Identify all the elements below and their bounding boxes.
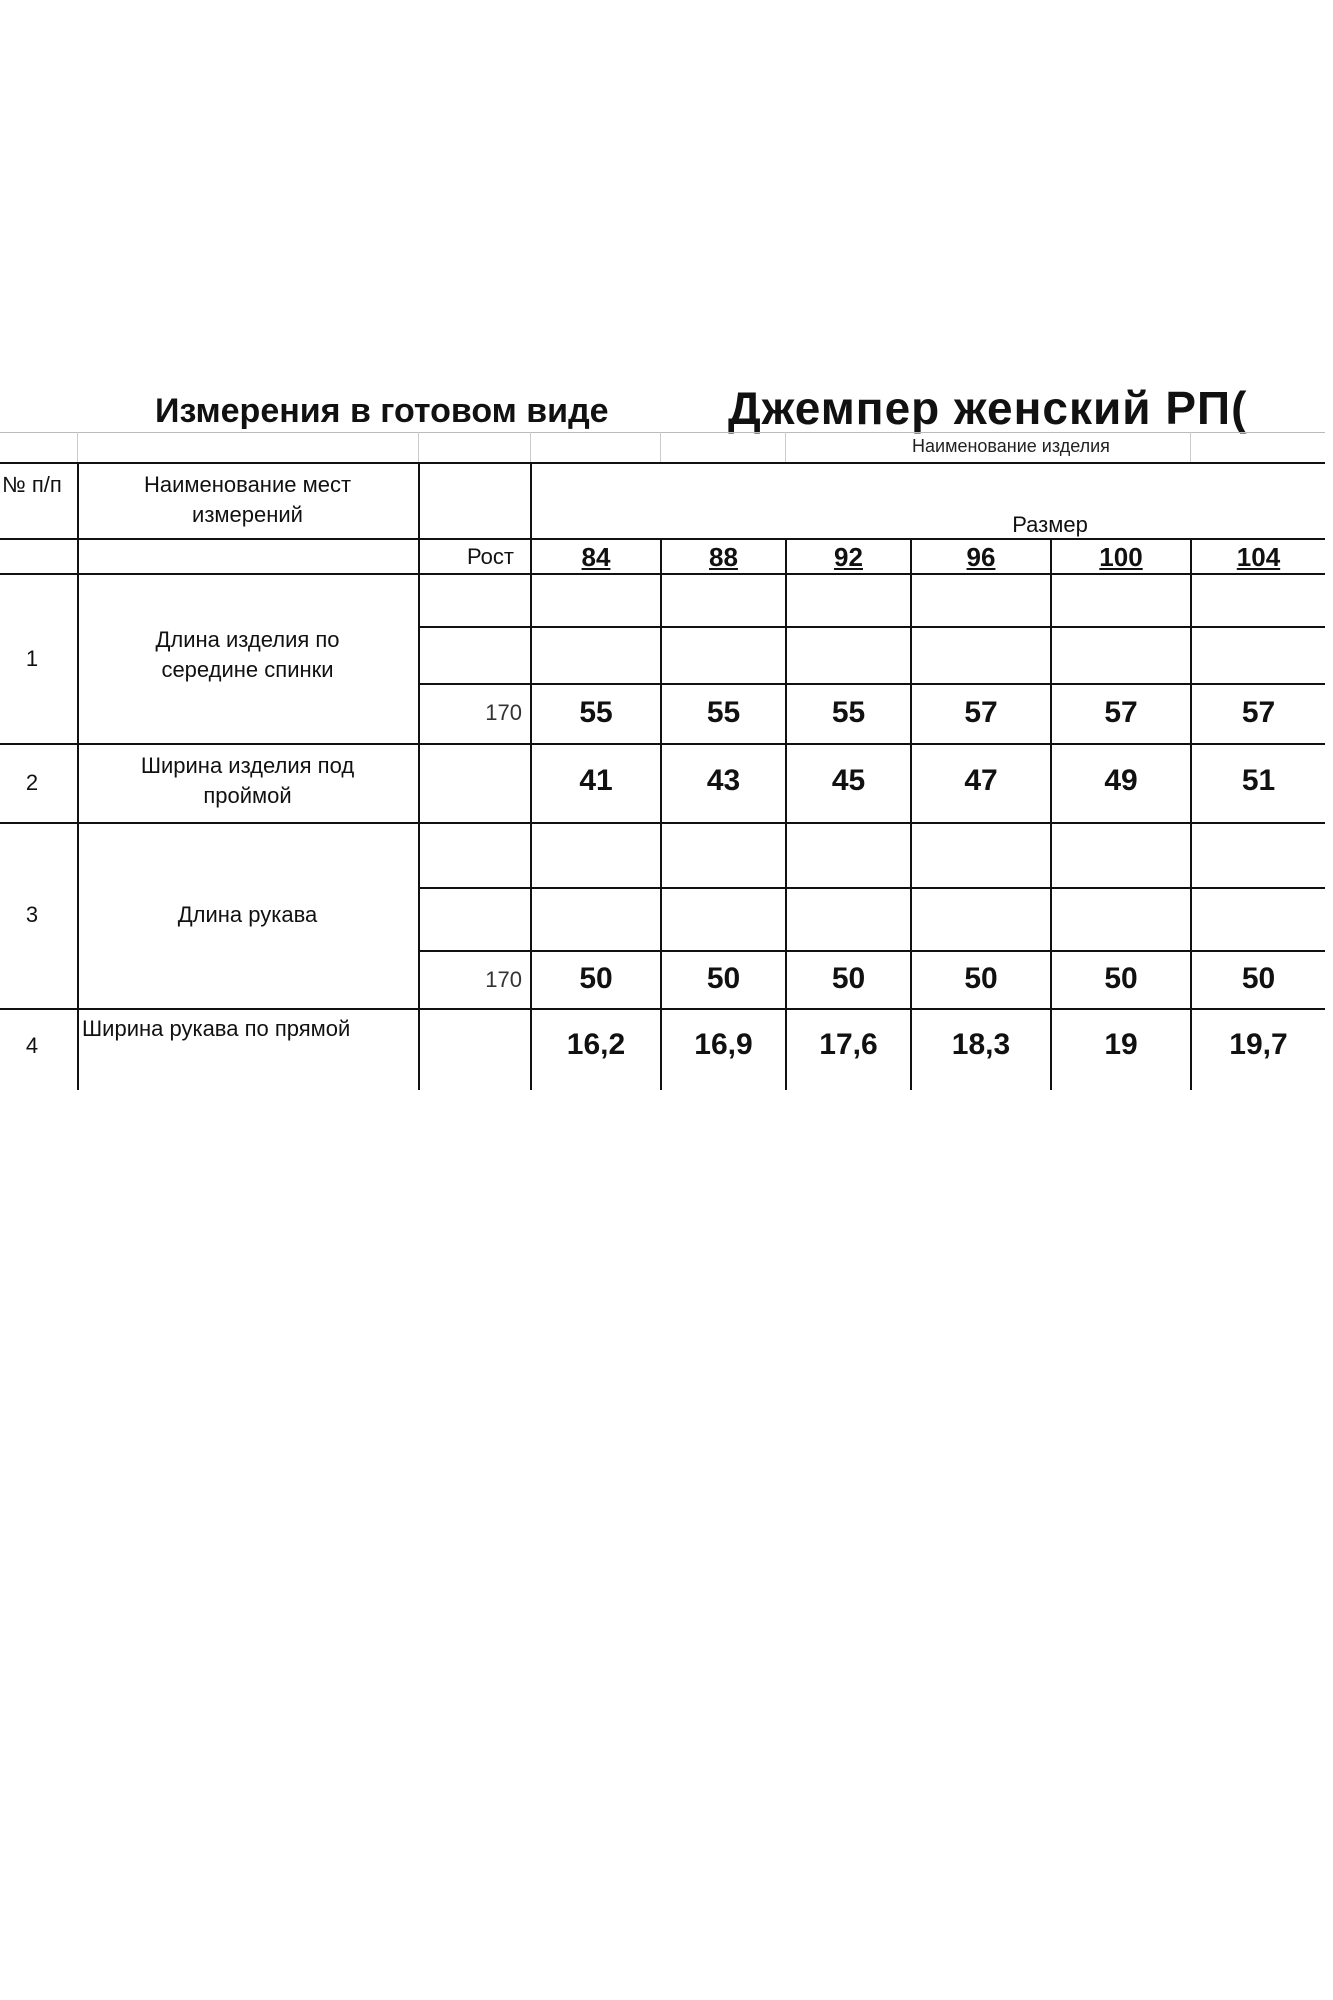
grid-line [910, 538, 912, 1090]
grid-line [77, 432, 78, 462]
row-number: 3 [25, 902, 39, 927]
row-label: Ширина рукава по прямой [82, 1016, 351, 1041]
row-value: 45 [831, 764, 866, 797]
product-name-caption: Наименование изделия [912, 436, 1110, 456]
row-value: 57 [1241, 696, 1276, 729]
grid-line [77, 462, 79, 1090]
product-title: Джемпер женский РП( [728, 382, 1248, 434]
row-label: Длина изделия по середине спинки [155, 627, 340, 682]
row-height: 170 [485, 700, 522, 725]
row-value: 55 [579, 696, 613, 729]
grid-line [530, 432, 531, 462]
row-value: 19,7 [1229, 1028, 1288, 1061]
row-value: 55 [706, 696, 741, 729]
header-place: Наименование мест измерений [143, 472, 352, 527]
size-header: 104 [1236, 542, 1281, 572]
row-value: 50 [579, 962, 613, 995]
size-header: 96 [966, 542, 996, 572]
row-number: 2 [25, 770, 39, 795]
row-number: 1 [25, 646, 39, 671]
row-value: 18,3 [951, 1028, 1011, 1061]
row-value: 47 [964, 764, 998, 797]
row-value: 50 [1104, 962, 1138, 995]
grid-line [660, 538, 662, 1090]
row-value: 57 [964, 696, 998, 729]
measurement-sheet [0, 370, 1325, 1090]
row-height: 170 [485, 967, 522, 992]
row-label: Длина рукава [177, 902, 318, 927]
grid-line [785, 538, 787, 1090]
grid-line [660, 432, 661, 462]
row-value: 16,9 [694, 1028, 753, 1061]
grid-line [0, 1008, 1325, 1010]
grid-line [0, 432, 1325, 433]
row-value: 51 [1241, 764, 1276, 797]
row-value: 50 [1241, 962, 1276, 995]
row-value: 43 [706, 764, 741, 797]
row-value: 57 [1104, 696, 1138, 729]
grid-line [1050, 538, 1052, 1090]
grid-line [1190, 538, 1192, 1090]
row-value: 41 [579, 764, 613, 797]
header-height: Рост [466, 544, 514, 569]
row-value: 16,2 [566, 1028, 626, 1061]
grid-line [0, 462, 1325, 464]
row-value: 19 [1104, 1028, 1138, 1061]
grid-line [418, 432, 419, 462]
row-value: 50 [831, 962, 866, 995]
row-number: 4 [25, 1033, 39, 1058]
row-value: 17,6 [819, 1028, 878, 1061]
table-title: Измерения в готовом виде [155, 392, 609, 430]
header-num: № п/п [2, 472, 62, 497]
size-header: 92 [834, 542, 863, 572]
grid-line [0, 573, 1325, 575]
grid-line [785, 432, 786, 462]
size-header: 100 [1099, 542, 1143, 572]
row-value: 49 [1104, 764, 1138, 797]
grid-line [0, 822, 1325, 824]
header-size: Размер [1012, 512, 1088, 537]
grid-line [0, 743, 1325, 745]
row-value: 55 [831, 696, 866, 729]
size-header: 88 [709, 542, 738, 572]
row-value: 50 [706, 962, 741, 995]
grid-line [1190, 432, 1191, 462]
row-label: Ширина изделия под проймой [140, 753, 355, 808]
size-header: 84 [581, 542, 611, 572]
row-value: 50 [964, 962, 998, 995]
